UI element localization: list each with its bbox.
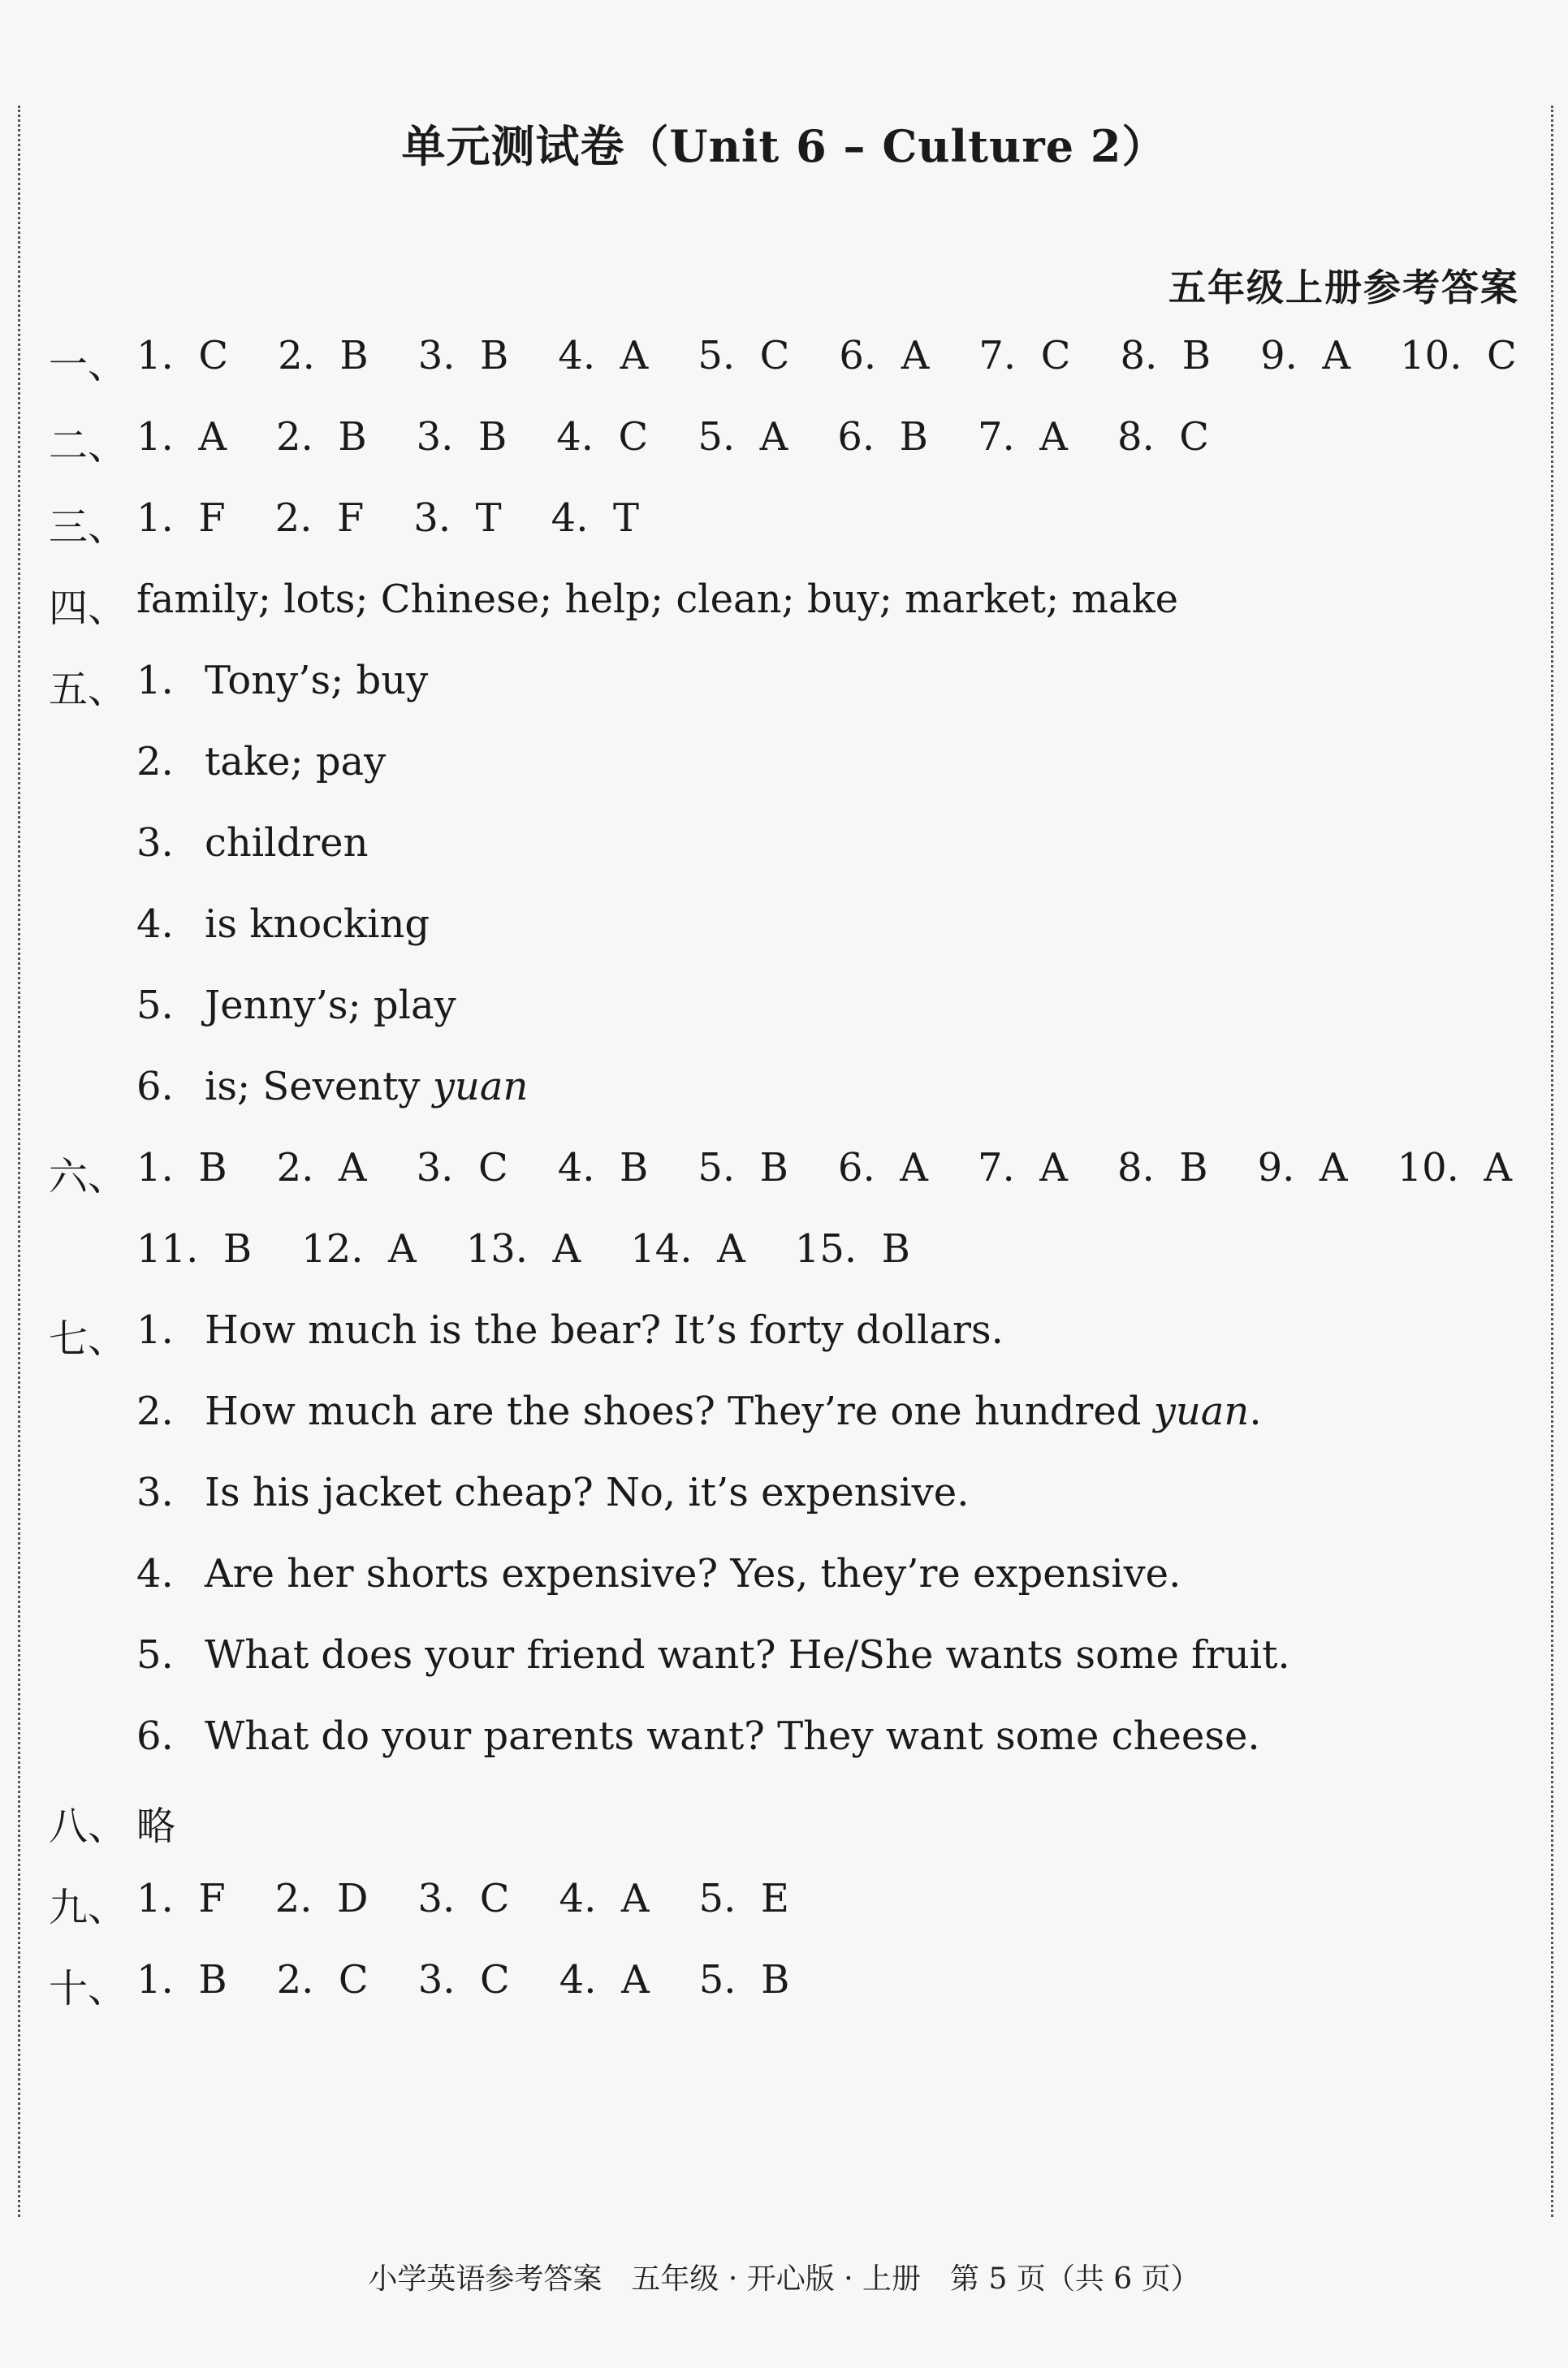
s7-item-2-italic: yuan	[1153, 1389, 1250, 1434]
right-dotted-margin	[1551, 106, 1553, 2217]
s7-item-2-num: 2.	[136, 1389, 174, 1434]
section-mark-8: 八、	[49, 1804, 127, 1849]
page-footer: 小学英语参考答案 五年级 · 开心版 · 上册 第 5 页（共 6 页）	[368, 2262, 1200, 2296]
page-subtitle: 五年级上册参考答案	[1168, 266, 1519, 309]
s5-item-3-num: 3.	[136, 820, 174, 866]
s7-item-4-text: Are her shorts expensive? Yes, they’re expensive.	[205, 1551, 1181, 1597]
s5-item-1-num: 1.	[136, 658, 174, 703]
page-title: 单元测试卷（Unit 6 – Culture 2）	[401, 120, 1167, 172]
section-3-answers: 1. F 2. F 3. T 4. T	[136, 495, 639, 541]
s7-item-1-num: 1.	[136, 1307, 174, 1353]
section-mark-5: 五、	[49, 667, 127, 712]
section-9-answers: 1. F 2. D 3. C 4. A 5. E	[136, 1876, 789, 1921]
section-mark-7: 七、	[49, 1316, 127, 1362]
s7-item-2	[205, 1389, 1262, 1434]
section-2-answers: 1. A 2. B 3. B 4. C 5. A 6. B 7. A 8. C	[136, 414, 1209, 460]
s5-item-1-text: Tony’s; buy	[205, 658, 429, 703]
section-8-answers: 略	[136, 1804, 176, 1849]
section-4-answers: family; lots; Chinese; help; clean; buy; market; make	[136, 577, 1179, 622]
s7-item-1-text: How much is the bear? It’s forty dollars.	[205, 1307, 1004, 1353]
s5-item-5-num: 5.	[136, 983, 174, 1028]
section-mark-2: 二、	[49, 423, 127, 469]
s7-item-5-num: 5.	[136, 1632, 174, 1678]
s5-item-6-text: is; Seventy	[205, 1064, 433, 1109]
s5-item-4-num: 4.	[136, 901, 174, 947]
section-6-answers-line2: 11. B 12. A 13. A 14. A 15. B	[136, 1226, 910, 1272]
section-6-answers-line1: 1. B 2. A 3. C 4. B 5. B 6. A 7. A 8. B 9. A 10. A	[136, 1145, 1513, 1190]
section-mark-9: 九、	[49, 1885, 127, 1930]
s7-item-3-text: Is his jacket cheap? No, it’s expensive.	[205, 1470, 970, 1515]
s7-item-2-text: How much are the shoes? They’re one hundred	[205, 1389, 1154, 1434]
s5-item-6	[205, 1064, 528, 1109]
section-mark-4: 四、	[49, 586, 127, 631]
s7-item-5-text: What does your friend want? He/She wants some fruit.	[205, 1632, 1290, 1678]
section-1-answers: 1. C 2. B 3. B 4. A 5. C 6. A 7. C 8. B 9. A 10. C	[136, 333, 1517, 378]
section-mark-3: 三、	[49, 504, 127, 550]
s5-item-5-text: Jenny’s; play	[205, 983, 456, 1028]
left-dotted-margin	[18, 106, 20, 2217]
s7-item-3-num: 3.	[136, 1470, 174, 1515]
s5-item-2-text: take; pay	[205, 739, 387, 784]
s7-item-6-num: 6.	[136, 1713, 174, 1759]
section-mark-6: 六、	[49, 1154, 127, 1199]
s7-item-2-tail: .	[1249, 1389, 1262, 1434]
s5-item-6-num: 6.	[136, 1064, 174, 1109]
s5-item-3-text: children	[205, 820, 369, 866]
s7-item-6-text: What do your parents want? They want some cheese.	[205, 1713, 1260, 1759]
section-mark-10: 十、	[49, 1966, 127, 2012]
section-mark-1: 一、	[49, 342, 127, 387]
section-10-answers: 1. B 2. C 3. C 4. A 5. B	[136, 1957, 790, 2003]
s5-item-4-text: is knocking	[205, 901, 430, 947]
s5-item-6-italic: yuan	[432, 1064, 529, 1109]
s7-item-4-num: 4.	[136, 1551, 174, 1597]
s5-item-2-num: 2.	[136, 739, 174, 784]
